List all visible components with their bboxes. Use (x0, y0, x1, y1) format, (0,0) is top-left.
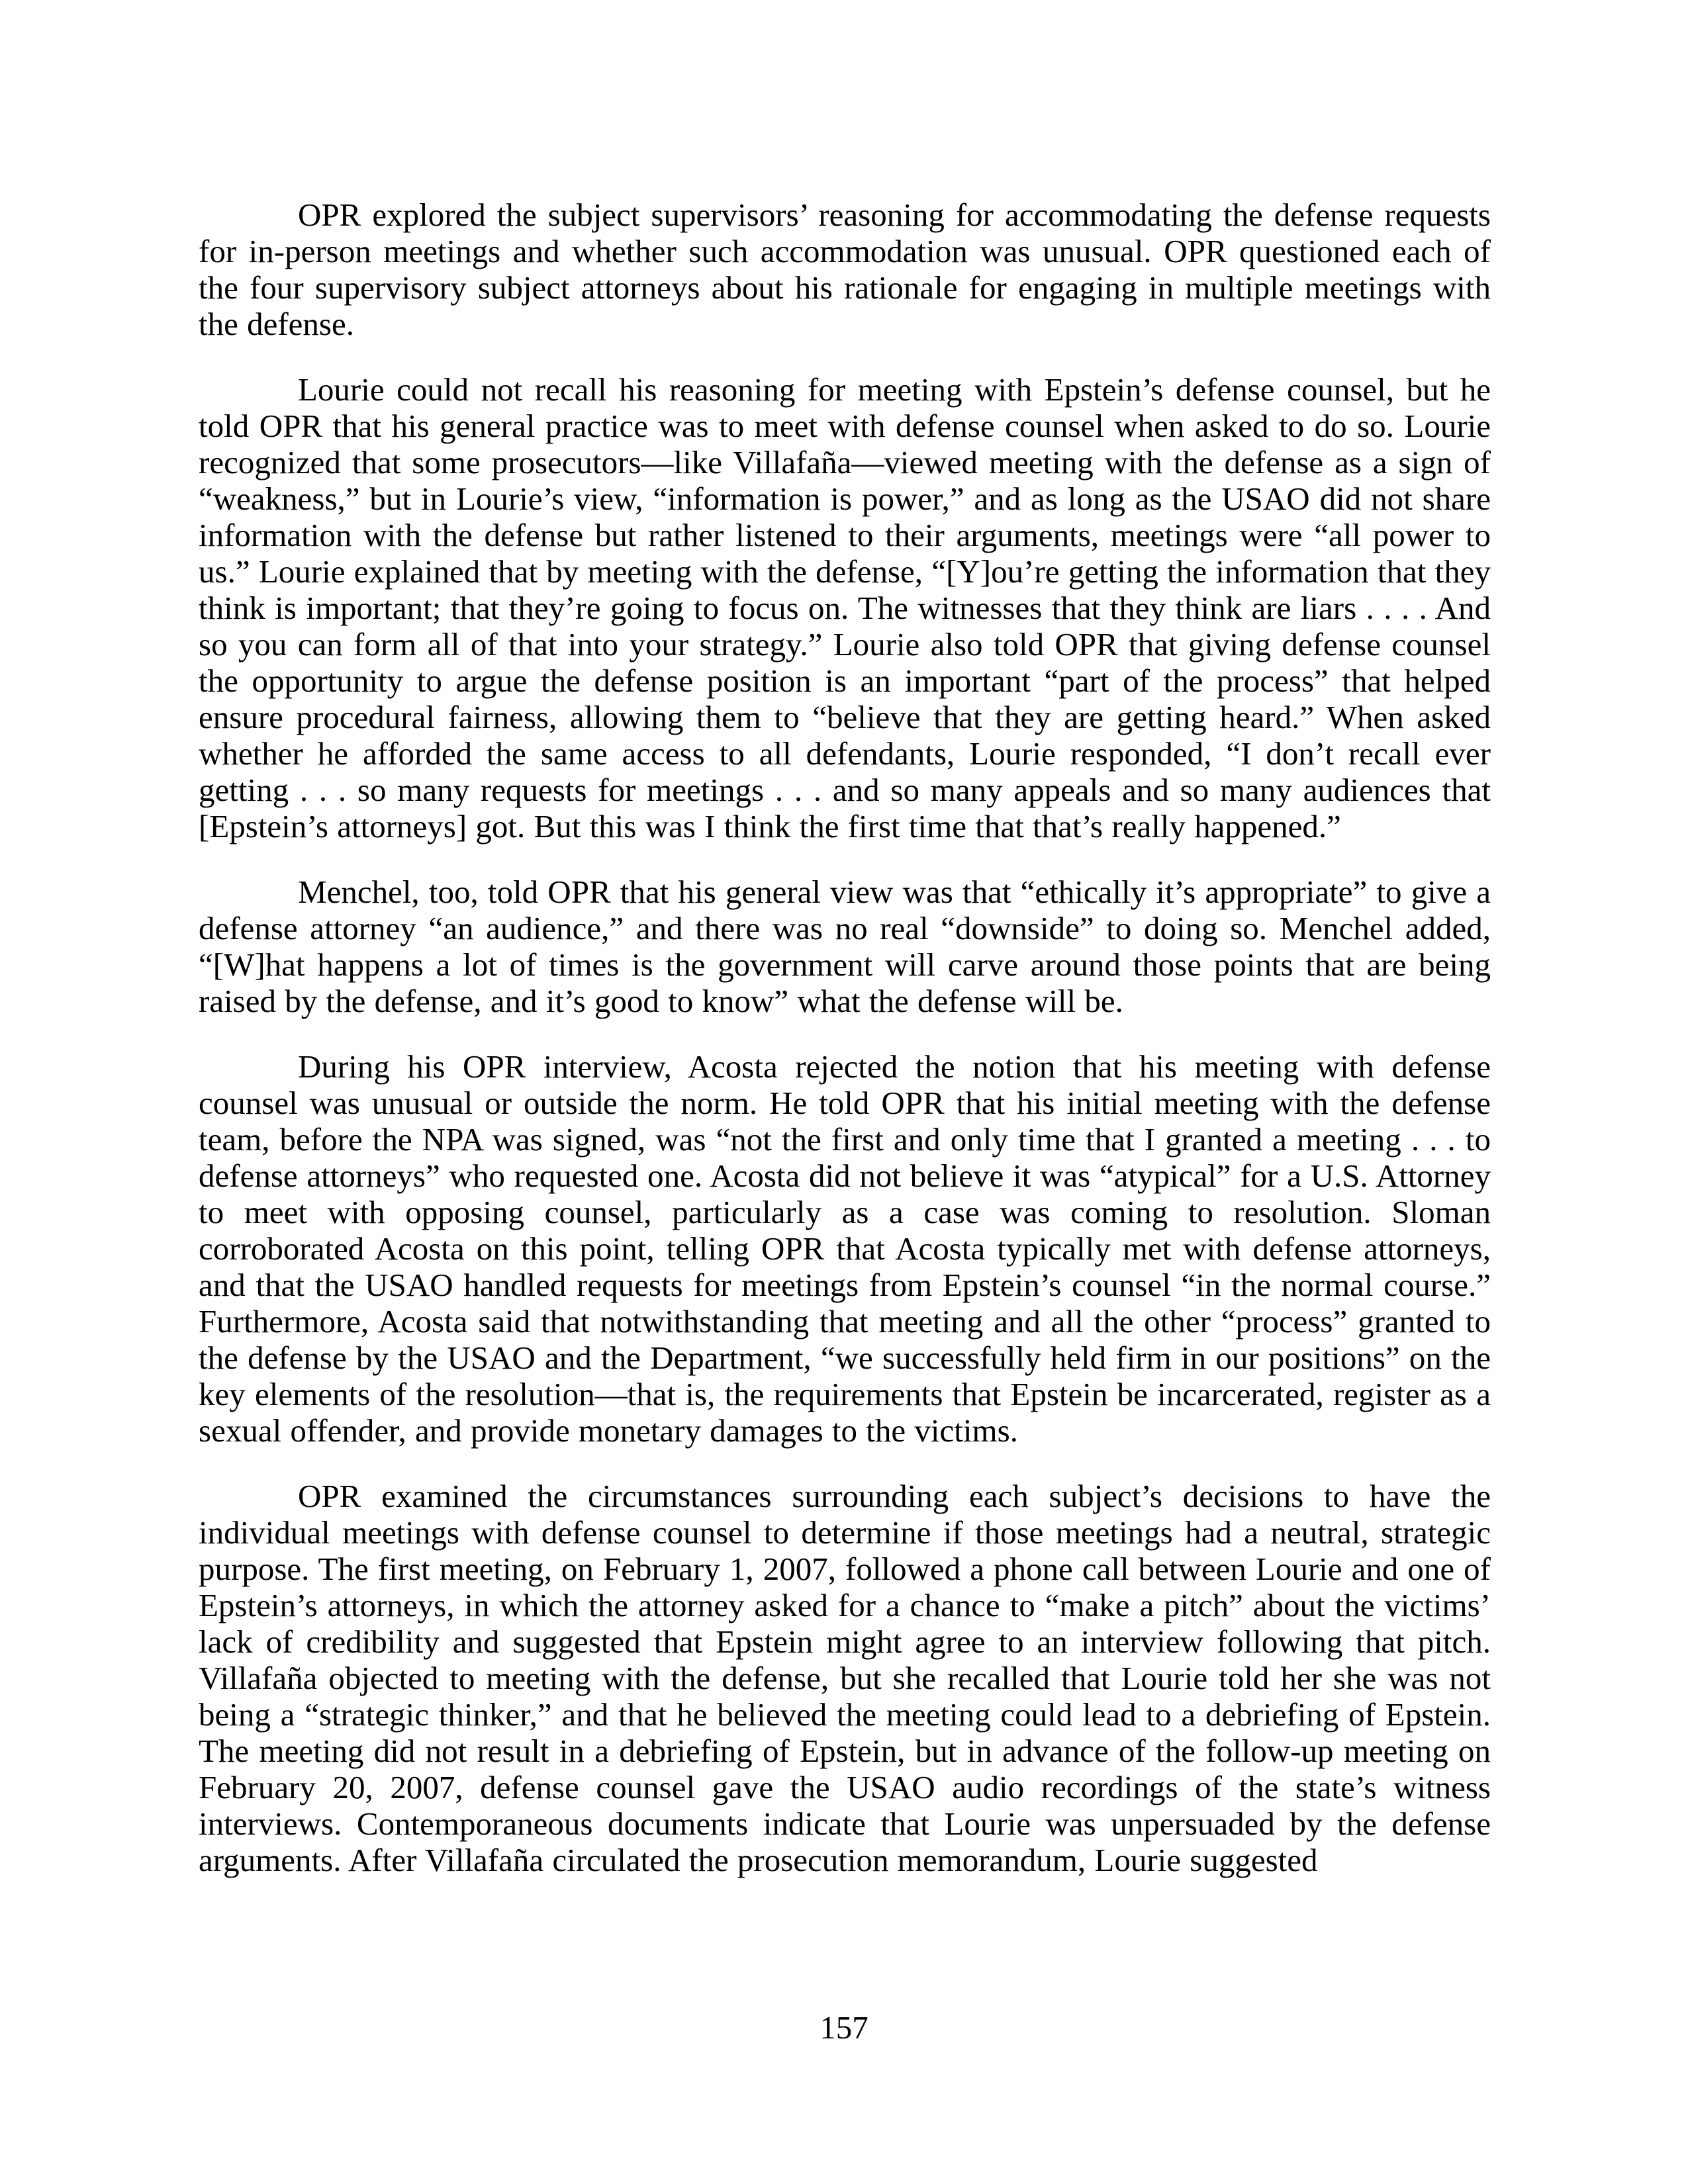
text-body (199, 197, 1491, 1907)
paragraph-lourie: Lourie could not recall his reasoning for meeting with Epstein’s defense counsel, but he told OPR that his general practice was to meet with defense counsel when asked to do so. Lourie recognized that some prosecutors—like Villafaña—viewed meeting with the defense as a sign of “weakness,” but in Lourie’s view, “information is power,” and as long as the USAO did not share information with the defense but rather listened to their arguments, meetings were “all power to us.” Lourie explained that by meeting with the defense, “[Y]ou’re getting the information that they think is important; that they’re going to focus on. The witnesses that they think are liars . . . . And so you can form all of that into your strategy.” Lourie also told OPR that giving defense counsel the opportunity to argue the defense position is an important “part of the process” that helped ensure procedural fairness, allowing them to “believe that they are getting heard.” When asked whether he afforded the same access to all defendants, Lourie responded, “I don’t recall ever getting . . . so many requests for meetings . . . and so many appeals and so many audiences that [Epstein’s attorneys] got. But this was I think the first time that that’s really happened.” (199, 371, 1491, 844)
paragraph-acosta: During his OPR interview, Acosta rejected the notion that his meeting with defense counsel was unusual or outside the norm. He told OPR that his initial meeting with the defense team, before the NPA was signed, was “not the first and only time that I granted a meeting . . . to defense attorneys” who requested one. Acosta did not believe it was “atypical” for a U.S. Attorney to meet with opposing counsel, particularly as a case was coming to resolution. Sloman corroborated Acosta on this point, telling OPR that Acosta typically met with defense attorneys, and that the USAO handled requests for meetings from Epstein’s counsel “in the normal course.” Furthermore, Acosta said that notwithstanding that meeting and all the other “process” granted to the defense by the USAO and the Department, “we successfully held firm in our positions” on the key elements of the resolution—that is, the requirements that Epstein be incarcerated, register as a sexual offender, and provide monetary damages to the victims. (199, 1048, 1491, 1449)
page-number: 157 (820, 2009, 868, 2046)
paragraph-menchel: Menchel, too, told OPR that his general view was that “ethically it’s appropriate” to give a defense attorney “an audience,” and there was no real “downside” to doing so. Menchel added, “[W]hat happens a lot of times is the government will carve around those points that are being raised by the defense, and it’s good to know” what the defense will be. (199, 874, 1491, 1019)
paragraph-opr-examined: OPR examined the circumstances surrounding each subject’s decisions to have the individual meetings with defense counsel to determine if those meetings had a neutral, strategic purpose. The first meeting, on February 1, 2007, followed a phone call between Lourie and one of Epstein’s attorneys, in which the attorney asked for a chance to “make a pitch” about the victims’ lack of credibility and suggested that Epstein might agree to an interview following that pitch. Villafaña objected to meeting with the defense, but she recalled that Lourie told her she was not being a “strategic thinker,” and that he believed the meeting could lead to a debriefing of Epstein. The meeting did not result in a debriefing of Epstein, but in advance of the follow-up meeting on February 20, 2007, defense counsel gave the USAO audio recordings of the state’s witness interviews. Contemporaneous documents indicate that Lourie was unpersuaded by the defense arguments. After Villafaña circulated the prosecution memorandum, Lourie suggested (199, 1478, 1491, 1878)
paragraph-opr-explored: OPR explored the subject supervisors’ reasoning for accommodating the defense requests for in-person meetings and whether such accommodation was unusual. OPR questioned each of the four supervisory subject attorneys about his rationale for engaging in multiple meetings with the defense. (199, 197, 1491, 342)
